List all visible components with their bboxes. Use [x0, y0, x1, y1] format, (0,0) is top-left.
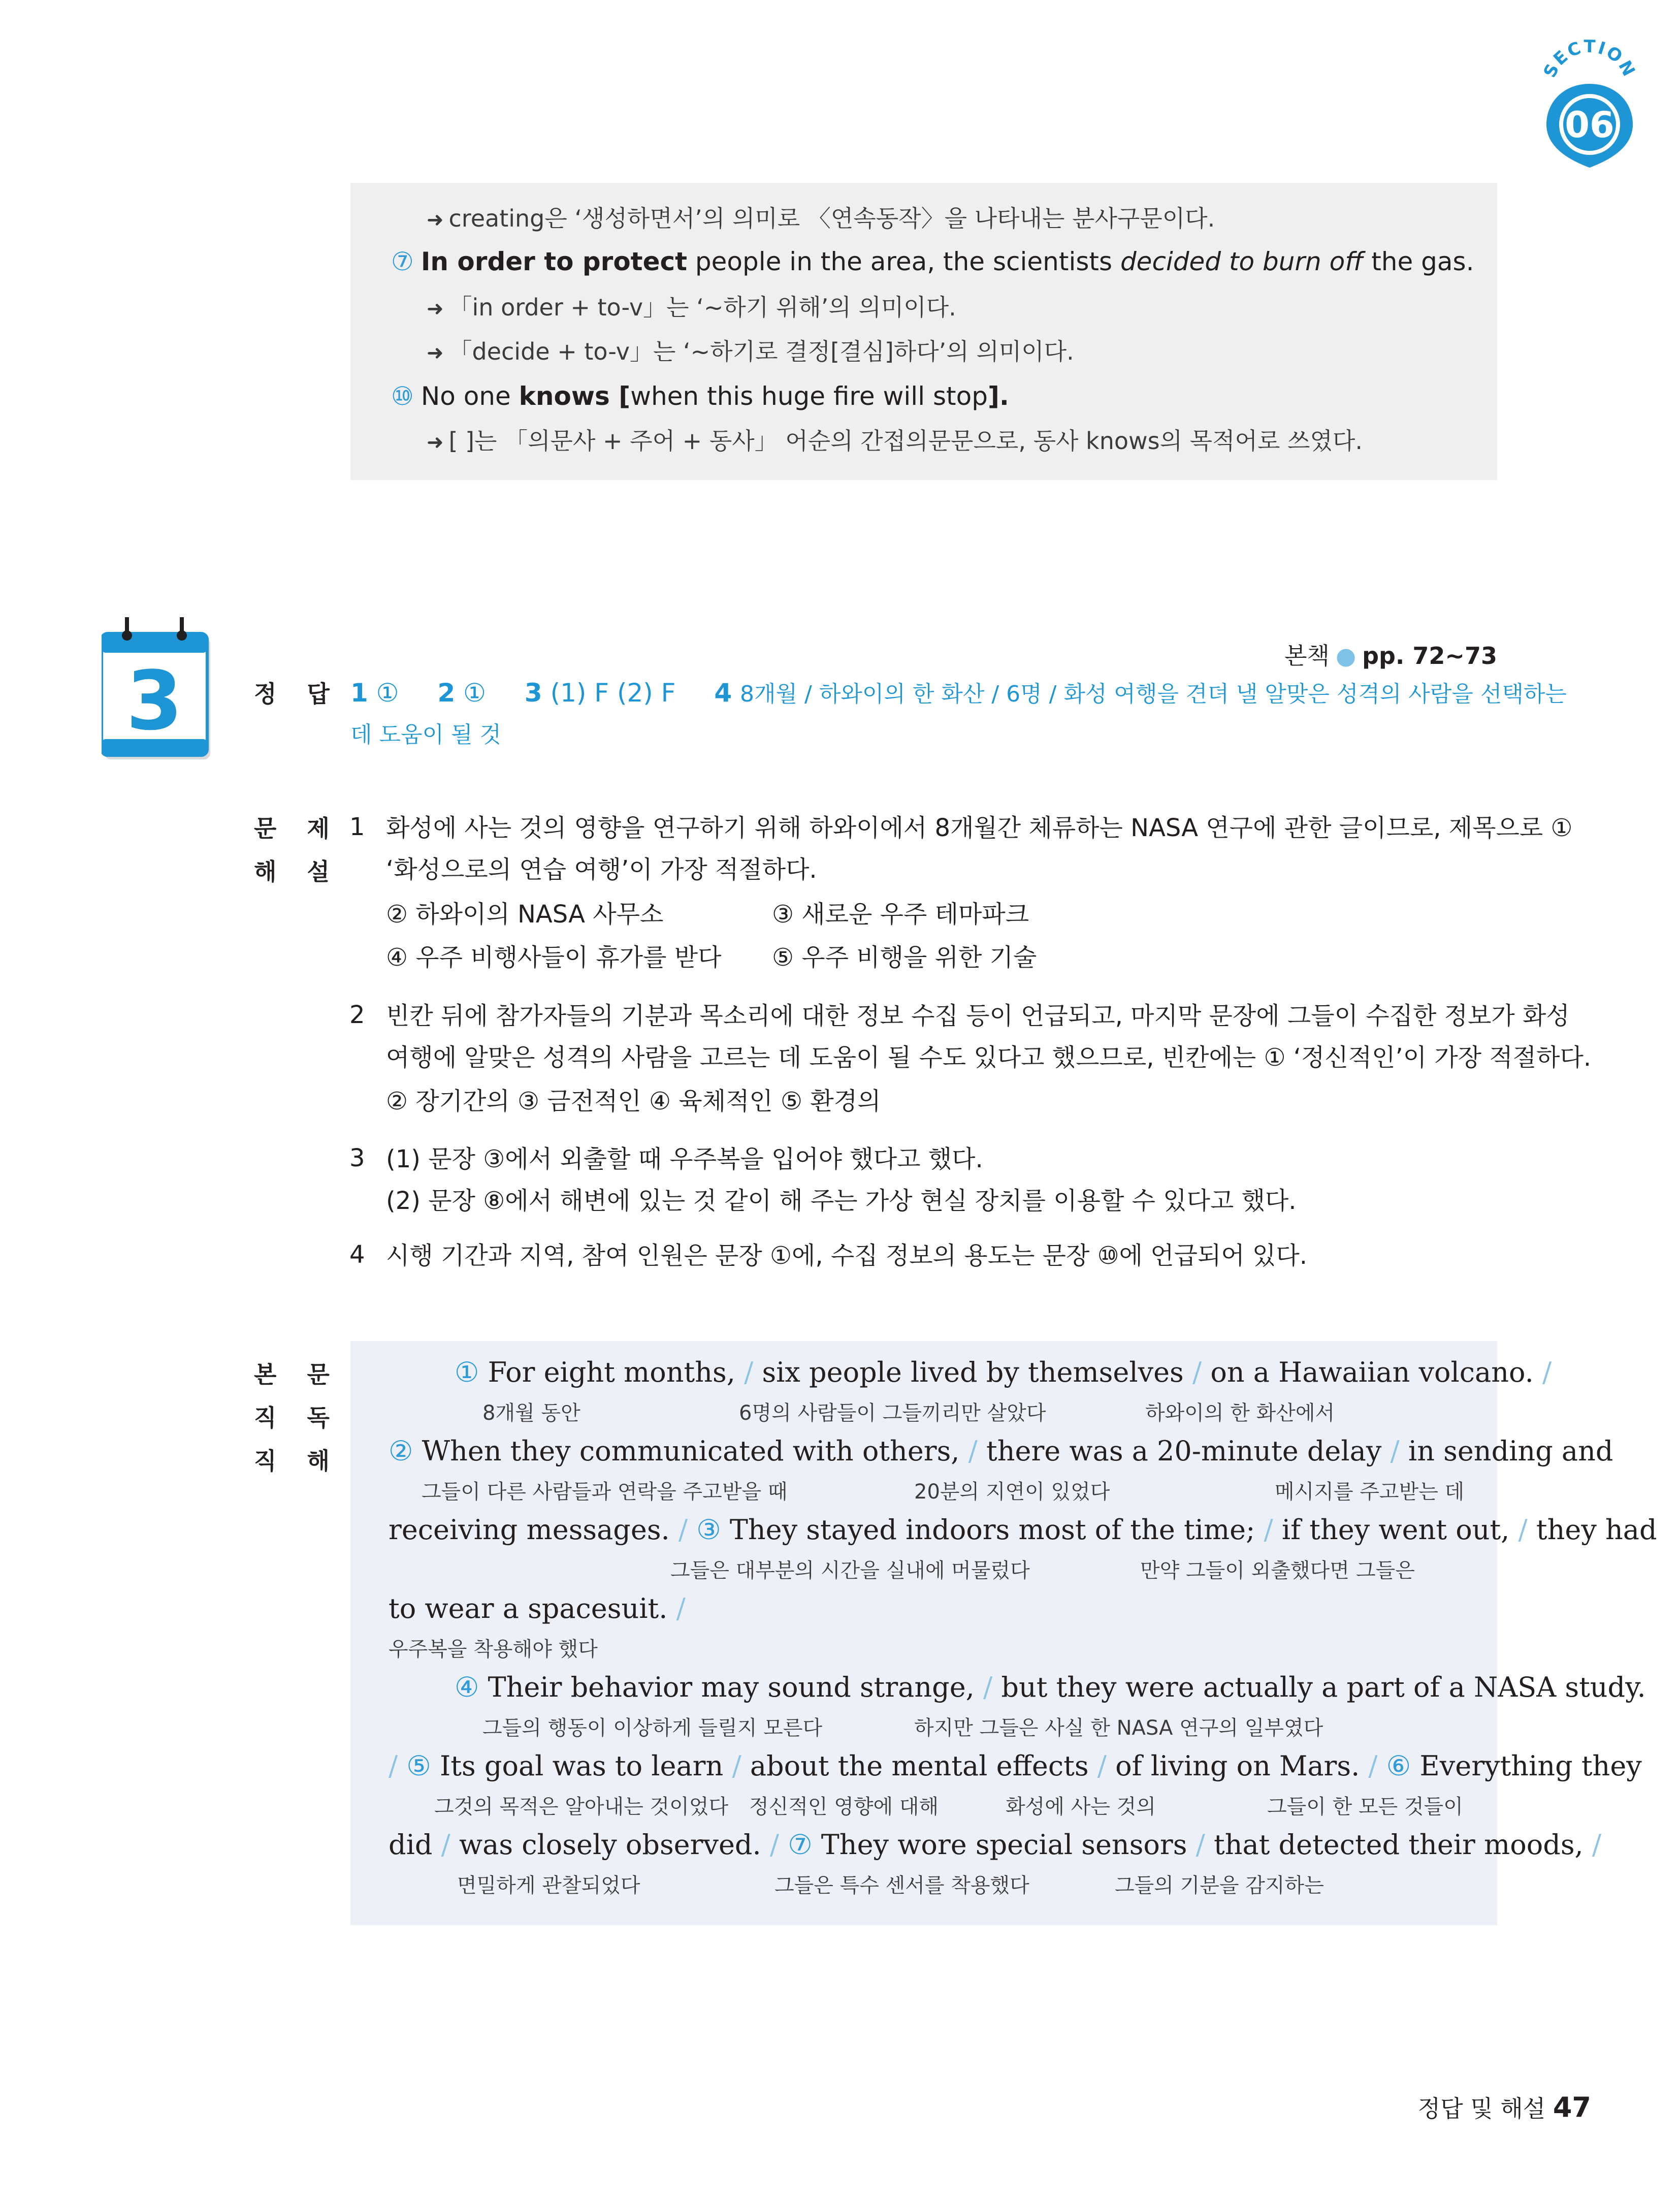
reading-line-5: ④ Their behavior may sound strange, / but they were actually a part of a NASA study.: [455, 1671, 1646, 1703]
explanation-label-1: 문 제: [254, 815, 341, 842]
note-line: ➜ 「decide + to-v」는 ‘~하기로 결정[결심]하다’의 의미이다.: [427, 338, 1074, 365]
page-reference: 본책 ● pp. 72~73: [1284, 642, 1497, 669]
q1-option: ④ 우주 비행사들이 휴가를 받다: [386, 943, 722, 972]
section-number: 06: [1565, 104, 1614, 146]
q1-option: ⑤ 우주 비행을 위한 기술: [772, 943, 1037, 972]
reading-line-7: did / was closely observed. / ⑦ They wore special sensors / that detected their moods, /: [389, 1829, 1602, 1861]
reading-line-4: to wear a spacesuit. /: [389, 1592, 686, 1624]
svg-text:SECTION: [1540, 38, 1640, 81]
arrow-icon: ➜: [427, 208, 444, 232]
gloss: 8개월 동안: [482, 1401, 580, 1425]
note-line: ➜ 「in order + to-v」는 ‘~하기 위해’의 의미이다.: [427, 294, 956, 321]
note-line: ➜ [ ]는 「의문사 + 주어 + 동사」 어순의 간접의문문으로, 동사 knows의 목적어로 쓰였다.: [427, 427, 1363, 455]
unit-number: 3: [126, 653, 183, 748]
q1-option: ② 하와이의 NASA 사무소: [386, 900, 664, 929]
gloss: 그들은: [1356, 1559, 1415, 1582]
reading-label-2: 직 독: [254, 1404, 341, 1431]
reading-box: [350, 1341, 1657, 1925]
gloss: 정신적인 영향에 대해: [749, 1795, 939, 1819]
gloss: 화성에 사는 것의: [1006, 1795, 1156, 1819]
note-line: ➜ creating은 ‘생성하면서’의 의미로 〈연속동작〉을 나타내는 분사구문이다.: [427, 205, 1215, 232]
question-number: 3: [349, 1144, 365, 1172]
arrow-icon: ➜: [427, 341, 444, 365]
reading-line-2: ② When they communicated with others, / there was a 20-minute delay / in sending and: [389, 1435, 1613, 1467]
grammar-notes-box: [350, 183, 1497, 480]
reading-label-3: 직 해: [254, 1447, 341, 1475]
q1-text: ‘화성으로의 연습 여행’이 가장 적절하다.: [386, 855, 817, 884]
arrow-icon: ➜: [427, 431, 444, 454]
footer-text: 정답 및 해설: [1417, 2095, 1546, 2122]
q3-text: (1) 문장 ③에서 외출할 때 우주복을 입어야 했다고 했다.: [386, 1145, 983, 1173]
gloss: 하지만 그들은 사실 한 NASA 연구의 일부였다: [914, 1716, 1323, 1740]
q1-option: ③ 새로운 우주 테마파크: [772, 900, 1029, 929]
unit-calendar-icon: [102, 617, 213, 764]
gloss: 그들은 대부분의 시간을 실내에 머물렀다: [670, 1559, 1030, 1582]
gloss: 만약 그들이 외출했다면: [1140, 1559, 1349, 1582]
gloss: 메시지를 주고받는 데: [1275, 1480, 1465, 1504]
sentence-10: ⑩ No one knows [when this huge fire will stop].: [391, 381, 1009, 411]
reading-label-1: 본 문: [254, 1361, 341, 1388]
gloss: 면밀하게 관찰되었다: [457, 1874, 640, 1897]
reading-line-6: / ⑤ Its goal was to learn / about the mental effects / of living on Mars. / ⑥ Everything they: [389, 1750, 1642, 1782]
reading-line-1: ① For eight months, / six people lived by themselves / on a Hawaiian volcano. /: [455, 1356, 1552, 1388]
sentence-7: ⑦ In order to protect people in the area, the scientists decided to burn off the gas.: [391, 247, 1474, 276]
question-number: 4: [349, 1240, 365, 1269]
page-footer: [1418, 2090, 1591, 2124]
gloss: 6명의 사람들이 그들끼리만 살았다: [739, 1401, 1046, 1425]
gloss: 그들은 특수 센서를 착용했다: [774, 1874, 1029, 1897]
gloss: 그들이 한 모든 것들이: [1267, 1795, 1463, 1819]
gloss: 그들의 기분을 감지하는: [1115, 1874, 1324, 1897]
q1-text: 화성에 사는 것의 영향을 연구하기 위해 하와이에서 8개월간 체류하는 NASA 연구에 관한 글이므로, 제목으로 ①: [386, 814, 1573, 842]
question-number: 2: [349, 1001, 365, 1029]
question-number: 1: [349, 813, 365, 841]
gloss: 20분의 지연이 있었다: [914, 1480, 1110, 1504]
answer-line-cont: 데 도움이 될 것: [350, 722, 501, 748]
q2-text: 빈칸 뒤에 참가자들의 기분과 목소리에 대한 정보 수집 등이 언급되고, 마지막 문장에 그들이 수집한 정보가 화성: [386, 1002, 1570, 1030]
answer-label: 정 답: [254, 680, 341, 708]
gloss: 그들이 다른 사람들과 연락을 주고받을 때: [422, 1480, 788, 1504]
q4-text: 시행 기간과 지역, 참여 인원은 문장 ①에, 수집 정보의 용도는 문장 ⑩에 언급되어 있다.: [386, 1241, 1307, 1270]
q2-options: ② 장기간의 ③ 금전적인 ④ 육체적인 ⑤ 환경의: [386, 1087, 881, 1115]
gloss: 그것의 목적은 알아내는 것이었다: [434, 1795, 729, 1819]
q3-text: (2) 문장 ⑧에서 해변에 있는 것 같이 해 주는 가상 현실 장치를 이용할 수 있다고 했다.: [386, 1187, 1297, 1215]
explanation-label-2: 해 설: [254, 858, 341, 885]
page-number: 47: [1553, 2091, 1591, 2123]
section-badge: [1539, 38, 1640, 170]
section-label: SECTION: [1539, 38, 1640, 81]
gloss: 하와이의 한 화산에서: [1145, 1401, 1335, 1425]
arrow-icon: ➜: [427, 297, 444, 321]
gloss: 그들의 행동이 이상하게 들릴지 모른다: [482, 1716, 823, 1740]
gloss: 우주복을 착용해야 했다: [389, 1638, 598, 1661]
reading-line-3: receiving messages. / ③ They stayed indoors most of the time; / if they went out, / they had: [389, 1514, 1657, 1546]
q2-text: 여행에 알맞은 성격의 사람을 고르는 데 도움이 될 수도 있다고 했으므로, 빈칸에는 ① ‘정신적인’이 가장 적절하다.: [386, 1043, 1592, 1072]
answer-line: 1 ① 2 ① 3 (1) F (2) F 4 8개월 / 하와이의 한 화산 / 6명 / 화성 여행을 견뎌 낼 알맞은 성격의 사람을 선택하는: [350, 678, 1567, 708]
